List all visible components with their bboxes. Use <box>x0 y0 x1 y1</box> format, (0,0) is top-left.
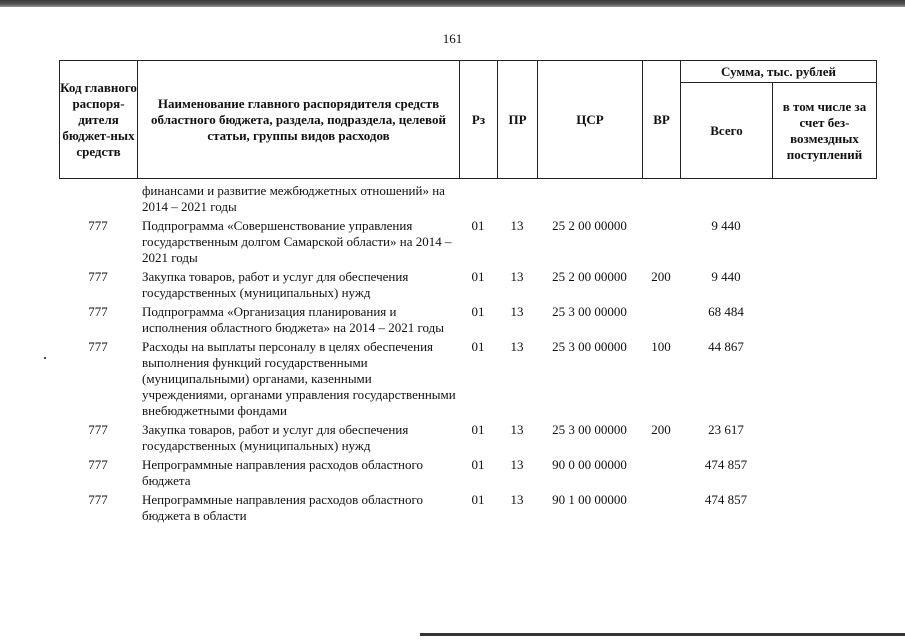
cell-pr: 13 <box>510 339 524 354</box>
cell-vr: 200 <box>651 422 671 437</box>
table-row <box>0 183 905 215</box>
cell-rz: 01 <box>471 304 485 319</box>
header-total: Всего <box>710 122 743 138</box>
cell-rz: 01 <box>471 457 485 472</box>
cell-pr: 13 <box>510 218 524 233</box>
cell-pr: 13 <box>510 269 524 284</box>
table-row <box>0 492 905 524</box>
cell-code: 777 <box>88 218 108 233</box>
cell-total: 68 484 <box>708 304 744 319</box>
cell-pr: 13 <box>510 492 524 507</box>
table-body <box>0 183 905 524</box>
header-code: Код главного распоря-дителя бюджет-ных средств <box>60 79 137 159</box>
cell-total: 474 857 <box>704 457 748 472</box>
cell-name: Подпрограмма «Совершенствование управления государственным долгом Самарской области» на 2014 – 2021 годы <box>142 218 452 265</box>
header-name: Наименование главного распорядителя средств областного бюджета, раздела, подраздела, целевой статьи, группы видов расходов <box>151 95 446 143</box>
header-sum: Сумма, тыс. рублей <box>721 63 836 79</box>
cell-name: Закупка товаров, работ и услуг для обеспечения государственных (муниципальных) нужд <box>142 269 409 300</box>
cell-name: финансами и развитие межбюджетных отношений» на 2014 – 2021 годы <box>142 183 445 214</box>
cell-csr: 25 3 00 00000 <box>552 422 627 437</box>
table-header <box>59 60 877 179</box>
cell-rz: 01 <box>471 218 485 233</box>
cell-name: Подпрограмма «Организация планирования и исполнения областного бюджета» на 2014 – 2021 годы <box>142 304 445 335</box>
cell-csr: 90 0 00 00000 <box>552 457 627 472</box>
cell-pr: 13 <box>510 422 524 437</box>
cell-name: Закупка товаров, работ и услуг для обеспечения государственных (муниципальных) нужд <box>142 422 409 453</box>
cell-total: 9 440 <box>711 218 741 233</box>
cell-name: Расходы на выплаты персоналу в целях обеспечения выполнения функций государственными (муниципальными) органами, казенными учреждениями, органами управления государственными внебюджетными фондами <box>142 339 456 418</box>
cell-vr: 200 <box>651 269 671 284</box>
cell-total: 44 867 <box>708 339 744 354</box>
table-row <box>0 269 905 301</box>
table-row <box>0 304 905 336</box>
cell-code: 777 <box>88 304 108 319</box>
cell-rz: 01 <box>471 269 485 284</box>
scan-top-edge <box>0 0 905 7</box>
header-vr: ВР <box>653 111 670 127</box>
cell-csr: 25 2 00 00000 <box>552 218 627 233</box>
cell-vr: 100 <box>651 339 671 354</box>
cell-code: 777 <box>88 339 108 354</box>
cell-code: 777 <box>88 269 108 284</box>
cell-total: 474 857 <box>704 492 748 507</box>
cell-code: 777 <box>88 422 108 437</box>
cell-csr: 25 3 00 00000 <box>552 304 627 319</box>
cell-csr: 25 2 00 00000 <box>552 269 627 284</box>
header-csr: ЦСР <box>576 111 604 127</box>
header-incl: в том числе за счет без-возмездных поступлений <box>782 98 867 162</box>
cell-total: 9 440 <box>711 269 741 284</box>
cell-rz: 01 <box>471 339 485 354</box>
scan-bottom-edge <box>420 633 905 636</box>
table-row <box>0 457 905 489</box>
cell-name: Непрограммные направления расходов областного бюджета <box>142 457 423 488</box>
cell-pr: 13 <box>510 457 524 472</box>
cell-rz: 01 <box>471 492 485 507</box>
cell-code: 777 <box>88 492 108 507</box>
table-row <box>0 422 905 454</box>
cell-csr: 25 3 00 00000 <box>552 339 627 354</box>
header-rz: Рз <box>471 111 486 127</box>
table-row <box>0 218 905 266</box>
cell-code: 777 <box>88 457 108 472</box>
cell-total: 23 617 <box>708 422 744 437</box>
cell-pr: 13 <box>510 304 524 319</box>
cell-csr: 90 1 00 00000 <box>552 492 627 507</box>
cell-name: Непрограммные направления расходов областного бюджета в области <box>142 492 423 523</box>
cell-rz: 01 <box>471 422 485 437</box>
header-pr: ПР <box>508 111 527 127</box>
table-row <box>0 339 905 419</box>
page-number: 161 <box>442 31 463 46</box>
